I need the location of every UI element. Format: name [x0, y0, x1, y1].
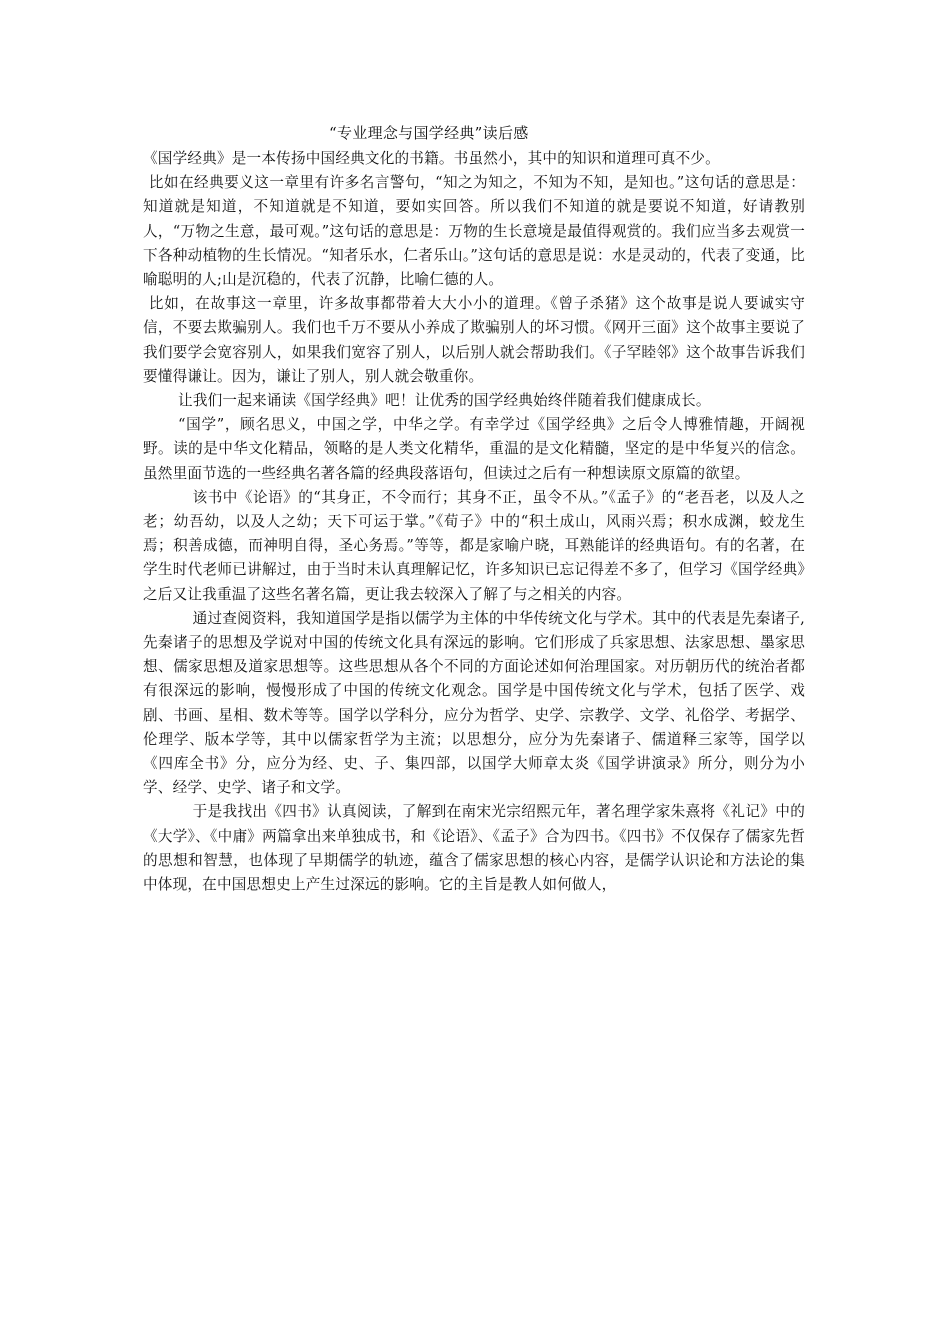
paragraph-classics-quotes: 比如在经典要义这一章里有许多名言警句，“知之为知之，不知为不知，是知也。”这句话的意思是：知道就是知道，不知道就是不知道，要如实回答。所以我们不知道的就是要说不知道，好请教别人，“万物之生意，最可观。”这句话的意思是：万物的生长意境是最值得观赏的。我们应当多去观赏一下各种动植物的生长情况。“知者乐水，仁者乐山。”这句话的意思是说：水是灵动的，代表了变通，比喻聪明的人;山是沉稳的，代表了沉静，比喻仁德的人。: [143, 174, 805, 289]
paragraph-intro: 《国学经典》是一本传扬中国经典文化的书籍。书虽然小，其中的知识和道理可真不少。: [143, 150, 720, 167]
paragraph-stories: 比如，在故事这一章里，许多故事都带着大大小小的道理。《曾子杀猪》这个故事是说人要诚实守信，不要去欺骗别人。我们也千万不要从小养成了欺骗别人的坏习惯。《网开三面》这个故事主要说了我们要学会宽容别人，如果我们宽容了别人，以后别人就会帮助我们。《子罕睦邻》这个故事告诉我们要懂得谦让。因为，谦让了别人，别人就会敬重你。: [143, 295, 805, 385]
document-page: [143, 123, 805, 897]
paragraph-research: 通过查阅资料，我知道国学是指以儒学为主体的中华传统文化与学术。其中的代表是先秦诸子,先秦诸子的思想及学说对中国的传统文化具有深远的影响。它们形成了兵家思想、法家思想、墨家思想、儒家思想及道家思想等。这些思想从各个不同的方面论述如何治理国家。对历朝历代的统治者都有很深远的影响，慢慢形成了中国的传统文化观念。国学是中国传统文化与学术，包括了医学、戏剧、书画、星相、数术等等。国学以学科分，应分为哲学、史学、宗教学、文学、礼俗学、考据学、伦理学、版本学等，其中以儒家哲学为主流；以思想分，应分为先秦诸子、儒道释三家等，国学以《四库全书》分，应分为经、史、子、集四部，以国学大师章太炎《国学讲演录》所分，则分为小学、经学、史学、诸子和文学。: [143, 609, 805, 797]
paragraph-famous-sayings: 该书中《论语》的“其身正，不令而行；其身不正，虽令不从。”《孟子》的“老吾老，以及人之老；幼吾幼，以及人之幼；天下可运于掌。”《荀子》中的“积土成山，风雨兴焉；积水成渊，蛟龙生焉；积善成德，而神明自得，圣心务焉。”等等，都是家喻户晓，耳熟能详的经典语句。有的名著，在学生时代老师已讲解过，由于当时未认真理解记忆，许多知识已忘记得差不多了，但学习《国学经典》之后又让我重温了这些名著名篇，更让我去较深入了解了与之相关的内容。: [143, 488, 805, 603]
document-title: “专业理念与国学经典”读后感: [329, 124, 529, 142]
paragraph-guoxue-meaning: “国学”，顾名思义，中国之学，中华之学。有幸学过《国学经典》之后令人博雅情趣，开阔视野。读的是中华文化精品，领略的是人类文化精华，重温的是文化精髓，坚定的是中华复兴的信念。虽然里面节选的一些经典名著各篇的经典段落语句，但读过之后有一种想读原文原篇的欲望。: [143, 416, 805, 482]
paragraph-recite: 让我们一起来诵读《国学经典》吧！让优秀的国学经典始终伴随着我们健康成长。: [178, 392, 711, 410]
paragraph-four-books: 于是我找出《四书》认真阅读，了解到在南宋光宗绍熙元年，著名理学家朱熹将《礼记》中的《大学》、《中庸》两篇拿出来单独成书，和《论语》、《孟子》合为四书。《四书》不仅保存了儒家先哲的思想和智慧，也体现了早期儒学的轨迹，蕴含了儒家思想的核心内容，是儒学认识论和方法论的集中体现，在中国思想史上产生过深远的影响。它的主旨是教人如何做人，: [143, 803, 805, 894]
